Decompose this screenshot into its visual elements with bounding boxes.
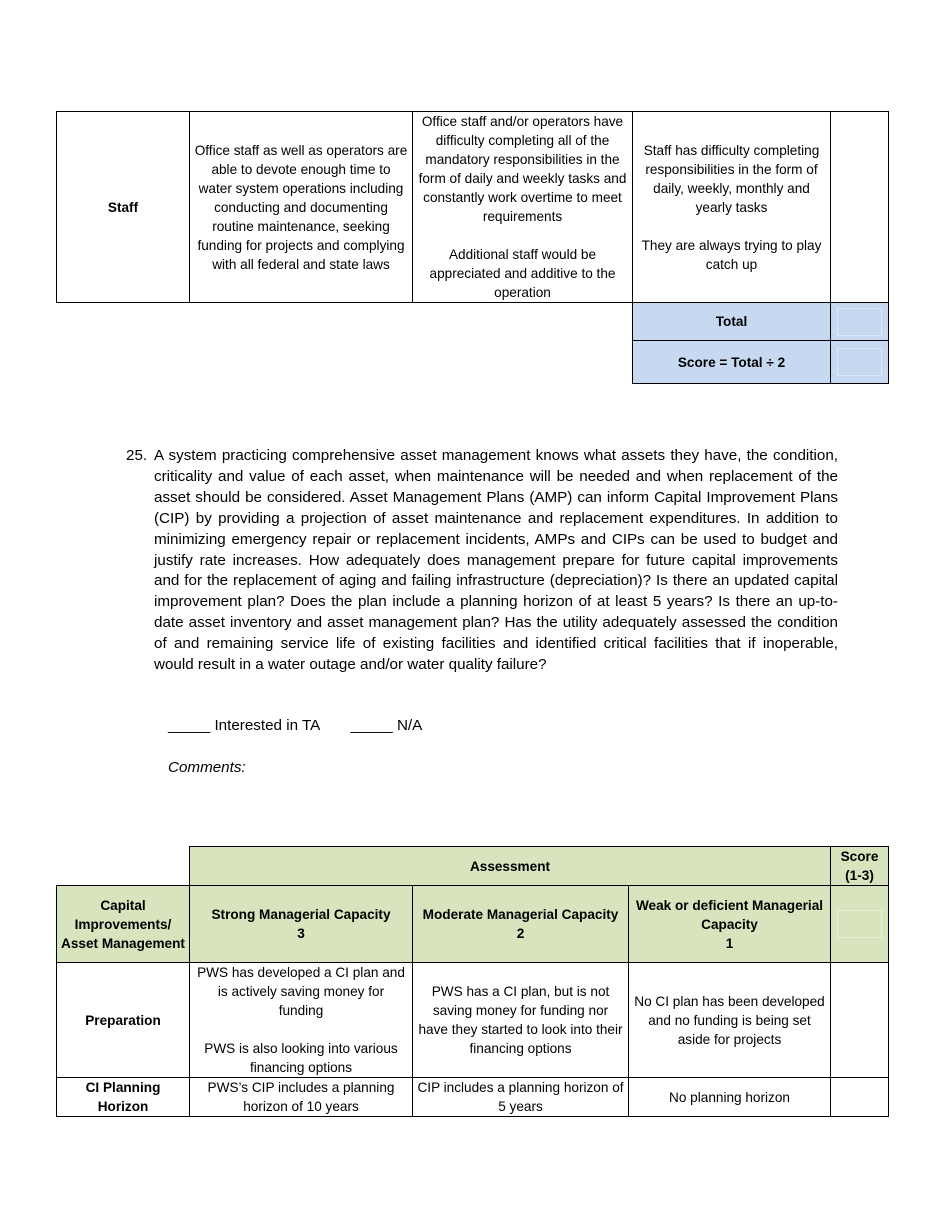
- question-number: 25.: [126, 447, 148, 464]
- spacer: [57, 303, 633, 341]
- header-score-input[interactable]: [837, 910, 882, 938]
- interested-ta-field[interactable]: _____ Interested in TA: [168, 717, 321, 734]
- spacer: [57, 847, 190, 886]
- assessment-table: [56, 846, 889, 1117]
- strong-header: Strong Managerial Capacity 3: [190, 886, 413, 963]
- na-field[interactable]: _____ N/A: [350, 717, 423, 734]
- question-text: A system practicing comprehensive asset management knows what assets they have, the condition, criticality and value of each asset, when maintenance will be needed and when replacement of the asset should be considered. Asset Management Plans (AMP) can inform Capital Improvement Plans (CIP) by providing a projection of asset maintenance and replacement expenditures. In addition to minimizing emergency repair or replacement incidents, AMPs and CIPs can be used to budget and justify rate increases. How adequately does management prepare for future capital improvements and for the replacement of aging and failing infrastructure (depreciation)? Is there an updated capital improvement plan? Does the plan include a planning horizon of at least 5 years? Is there an up-to-date asset inventory and asset management plan? Has the utility adequately assessed the condition of and remaining service life of existing facilities and identified critical facilities that if inoperable, would result in a water outage and/or water quality failure?: [154, 447, 838, 674]
- staff-table: [56, 111, 889, 384]
- staff-score-cell[interactable]: [831, 112, 889, 303]
- comments-label: Comments:: [168, 759, 246, 776]
- staff-moderate-cell: Office staff and/or operators have difficulty completing all of the mandatory responsibilities in the form of daily and weekly tasks and constantly work overtime to meet requirements Additional staff would be appreciated and additive to the operation: [413, 112, 633, 303]
- ci-horizon-weak: No planning horizon: [629, 1078, 831, 1117]
- assessment-header: Assessment: [190, 847, 831, 886]
- preparation-label: Preparation: [57, 963, 190, 1078]
- ci-horizon-moderate: CIP includes a planning horizon of 5 years: [413, 1078, 629, 1117]
- moderate-header: Moderate Managerial Capacity 2: [413, 886, 629, 963]
- score-input-cell[interactable]: [831, 341, 889, 384]
- score-header: Score (1-3): [831, 847, 889, 886]
- staff-weak-cell: Staff has difficulty completing responsibilities in the form of daily, weekly, monthly and yearly tasks They are always trying to play catch up: [633, 112, 831, 303]
- header-score-cell[interactable]: [831, 886, 889, 963]
- staff-strong-cell: Office staff as well as operators are able to devote enough time to water system operations including conducting and documenting routine maintenance, seeking funding for projects and complying with all federal and state laws: [190, 112, 413, 303]
- ci-horizon-strong: PWS’s CIP includes a planning horizon of 10 years: [190, 1078, 413, 1117]
- staff-row-label: Staff: [57, 112, 190, 303]
- weak-header: Weak or deficient Managerial Capacity 1: [629, 886, 831, 963]
- preparation-score-cell[interactable]: [831, 963, 889, 1078]
- preparation-weak: No CI plan has been developed and no funding is being set aside for projects: [629, 963, 831, 1078]
- ci-horizon-label: CI Planning Horizon: [57, 1078, 190, 1117]
- spacer: [57, 341, 633, 384]
- preparation-strong: PWS has developed a CI plan and is actively saving money for funding PWS is also looking into various financing options: [190, 963, 413, 1078]
- score-formula-label: Score = Total ÷ 2: [633, 341, 831, 384]
- category-header: Capital Improvements/ Asset Management: [57, 886, 190, 963]
- preparation-moderate: PWS has a CI plan, but is not saving money for funding nor have they started to look into their financing options: [413, 963, 629, 1078]
- score-input[interactable]: [837, 348, 882, 376]
- total-input[interactable]: [837, 308, 882, 336]
- total-label: Total: [633, 303, 831, 341]
- question-25: [126, 446, 838, 676]
- ta-options: [168, 717, 448, 734]
- ci-horizon-score-cell[interactable]: [831, 1078, 889, 1117]
- total-input-cell[interactable]: [831, 303, 889, 341]
